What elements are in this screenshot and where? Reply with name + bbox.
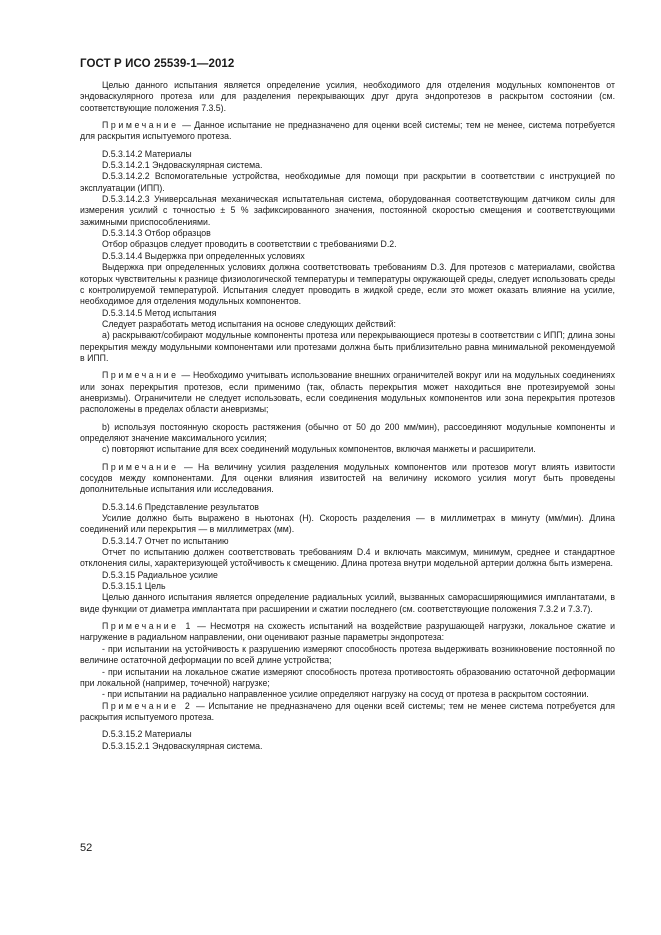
note-text: Необходимо учитывать использование внешних ограничителей вокруг или на модульных соединениях или зонах перекрытия протезов, если применимо (так, область перекрытия может находиться вне протезируемой зоны аневризмы). Ограничители не следует использовать, если соединения модульных компонентов или зона перекрытия протезов расположены в пределах области аневризмы; bbox=[80, 370, 615, 415]
paragraph: Отчет по испытанию должен соответствовать требованиям D.4 и включать максимум, минимум, среднее и стандартное отклонения силы, характеризующей устойчивость к смещению. Длина протеза внутри модельной артерии должна быть измерена. bbox=[80, 547, 615, 569]
note-label: Примечание bbox=[102, 461, 179, 472]
note-text: Несмотря на схожесть испытаний на воздействие разрушающей нагрузки, локальное сжатие и нагружение в радиальном направлении, они оценивают разные параметры эндопротеза: bbox=[80, 621, 615, 643]
section-heading: D.5.3.14.3 Отбор образцов bbox=[102, 228, 211, 239]
paragraph: D.5.3.15.2.1 Эндоваскулярная система. bbox=[102, 740, 263, 751]
note-dash: — bbox=[178, 120, 195, 131]
note-paragraph bbox=[80, 120, 615, 143]
list-item: - при испытании на радиально направленное усилие определяют нагрузку на сосуд от протеза в раскрытом состоянии. bbox=[102, 689, 589, 700]
paragraph: D.5.3.14.2.2 Вспомогательные устройства, необходимые для помощи при раскрытии в соответствии с инструкцией по эксплуатации (ИПП). bbox=[80, 171, 615, 193]
note-paragraph bbox=[80, 621, 615, 644]
list-item: b) используя постоянную скорость растяжения (обычно от 50 до 200 мм/мин), рассоединяют модульные компоненты и определяют значение максимального усилия; bbox=[80, 421, 615, 443]
section-heading: D.5.3.15.1 Цель bbox=[102, 581, 166, 592]
note-paragraph bbox=[80, 462, 615, 496]
list-item: а) раскрывают/собирают модульные компоненты протеза или перекрывающиеся протезы в соответствии с ИПП; длина зоны перекрытия между модульными компонентами или протезами должна быть приблизительно равна минимальной рекомендуемой в ИПП. bbox=[80, 330, 615, 363]
note-label: Примечание bbox=[102, 370, 179, 381]
note-text: — Испытание не предназначено для оценки всей системы; тем не менее система потребуется для раскрытия испытуемого протеза. bbox=[80, 700, 615, 722]
section-heading: D.5.3.14.7 Отчет по испытанию bbox=[102, 535, 229, 546]
list-item: с) повторяют испытание для всех соединений модульных компонентов, включая манжеты и расширители. bbox=[102, 444, 536, 455]
list-item: - при испытании на устойчивость к разрушению измеряют способность протеза выдерживать возникновение постоянной по величине остаточной деформации по всей длине устройства; bbox=[80, 643, 615, 666]
document-page bbox=[80, 58, 615, 752]
section-heading: D.5.3.14.4 Выдержка при определенных условиях bbox=[102, 250, 305, 261]
note-text: Данное испытание не предназначено для оценки всей системы; тем не менее, система потребуется для раскрытия испытуемого протеза. bbox=[80, 120, 615, 142]
note-text: На величину усилия разделения модульных компонентов или протезов могут влиять извитости сосудов между компонентами. Для оценки влияния извитостей на величину искомого усилия могут быть проведены дополнительные испытания или исследования. bbox=[80, 461, 615, 495]
paragraph: D.5.3.14.2.1 Эндоваскулярная система. bbox=[102, 160, 263, 171]
section-heading: D.5.3.15 Радиальное усилие bbox=[102, 569, 218, 580]
document-body bbox=[80, 80, 615, 752]
note-label: Примечание 1 bbox=[102, 621, 193, 632]
paragraph: Выдержка при определенных условиях должна соответствовать требованиям D.3. Для протезов с материалами, свойства которых чувствительны к разнице физиологической температуры и температуры окружающей среды, следует использовать среды с контролируемой температурой. Испытания следует проводить в жидкой среде, если это может оказать влияние на усилие, необходимое для отделения модульных компонентов. bbox=[80, 262, 616, 307]
section-heading: D.5.3.14.2 Материалы bbox=[102, 148, 192, 159]
document-header: ГОСТ Р ИСО 25539-1—2012 bbox=[80, 58, 235, 70]
note-label: Примечание 2 bbox=[102, 700, 193, 711]
paragraph: Отбор образцов следует проводить в соответствии с требованиями D.2. bbox=[102, 239, 397, 250]
paragraph: Следует разработать метод испытания на основе следующих действий: bbox=[102, 318, 396, 329]
section-heading: D.5.3.15.2 Материалы bbox=[102, 729, 192, 740]
page-number: 52 bbox=[80, 842, 93, 854]
paragraph: Целью данного испытания является определение радиальных усилий, вызванных саморасширяющимися имплантатами, в виде функции от диаметра имплантата при расширении и сжатии последнего (см. соответствующие положения 7.3.2 и 7.3.7). bbox=[80, 592, 615, 614]
paragraph: Целью данного испытания является определение усилия, необходимого для отделения модульных компонентов от эндоваскулярного протеза или для разделения перекрывающих друг друга эндопротезов в раскрытом состоянии (см. соответствующие положения 7.3.5). bbox=[80, 80, 615, 113]
note-label: Примечание bbox=[102, 120, 179, 131]
paragraph: D.5.3.14.2.3 Универсальная механическая испытательная система, оборудованная соответствующим датчиком силы для измерения усилий с точностью ± 5 % зафиксированного значения, постоянной скоростью смещения и соответствующими зажимными приспособлениями. bbox=[80, 194, 615, 227]
list-item: - при испытании на локальное сжатие измеряют способность протеза противостоять образованию остаточной деформации при локальной (например, точечной) нагрузке; bbox=[80, 666, 615, 688]
paragraph: Усилие должно быть выражено в ньютонах (Н). Скорость разделения — в миллиметрах в минуту (мм/мин). Длина соединений или перекрытия — в миллиметрах (мм). bbox=[80, 513, 615, 535]
note-paragraph bbox=[80, 370, 615, 415]
note-dash: — bbox=[192, 621, 211, 632]
note-dash: — bbox=[178, 370, 193, 381]
section-heading: D.5.3.14.6 Представление результатов bbox=[102, 501, 259, 512]
note-dash: — bbox=[178, 461, 198, 472]
note-paragraph bbox=[80, 701, 615, 724]
section-heading: D.5.3.14.5 Метод испытания bbox=[102, 307, 217, 318]
